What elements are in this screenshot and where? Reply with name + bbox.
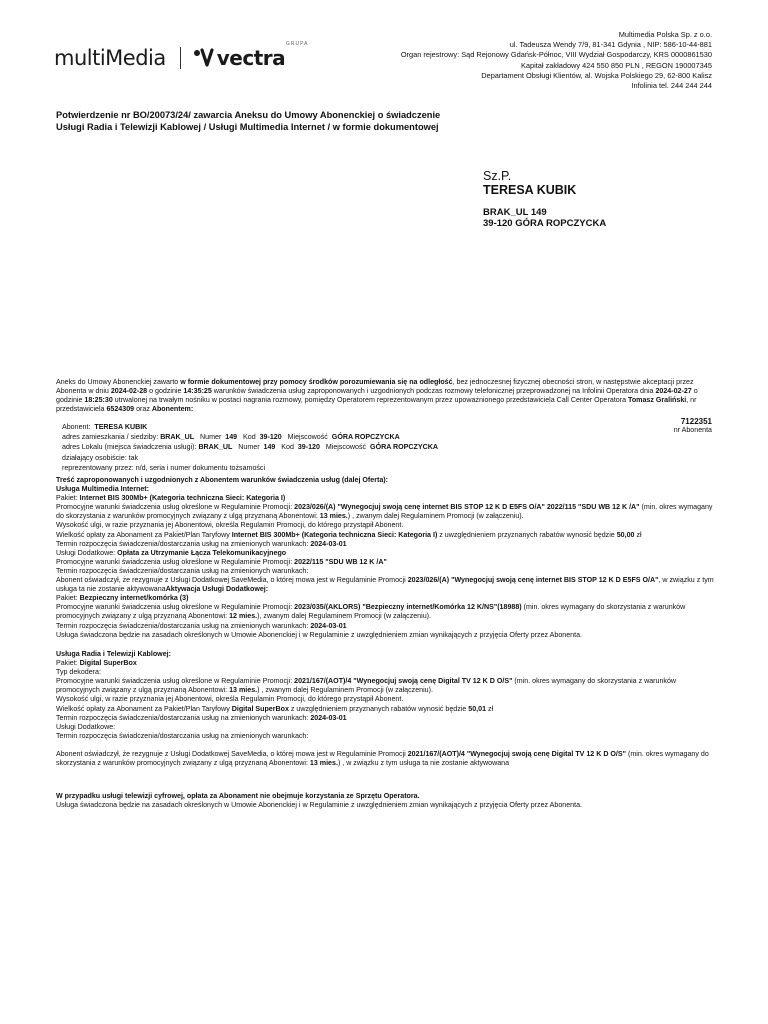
subscriber-name-row: Abonent: TERESA KUBIK	[62, 423, 148, 431]
subscriber-number-label: nr Abonenta	[673, 426, 712, 434]
company-line: Multimedia Polska Sp. z o.o.	[618, 30, 712, 39]
service-location-row: adres Lokalu (miejsca świadczenia usługi): BRAK_UL Numer 149 Kod 39-120 Miejscowość GÓRA ROPCZYCKA	[62, 443, 438, 452]
addressee-name: TERESA KUBIK	[483, 183, 577, 197]
addressee-city: 39-120 GÓRA ROPCZYCKA	[483, 218, 607, 229]
subscriber-number-block	[674, 418, 712, 434]
company-line: Departament Obsługi Klientów, al. Wojska Polskiego 29, 62-800 Kalisz	[481, 70, 712, 80]
company-line: ul. Tadeusza Wendy 7/9, 81-341 Gdynia , NIP: 586-10-44-881	[509, 40, 712, 50]
acting-personally-row: działający osobiście: tak	[62, 453, 139, 462]
vectra-mark-icon	[193, 48, 215, 68]
footer-note: W przypadku usługi telewizji cyfrowej, opłata za Abonament nie obejmuje korzystania ze Sprzętu Operatora. Usługa świadczona będzie na zasadach określonych w Umowie Abonenckiej i w Regulaminie z uwzględnieniem zmian wynikających z przyjęcia Oferty przez Abonenta.	[56, 792, 582, 810]
company-details	[401, 30, 712, 91]
logo-multimedia: multiMedia	[54, 46, 166, 70]
represented-by-row: reprezentowany przez: n/d, seria i numer dokumentu tożsamości	[62, 463, 266, 472]
addressee-street: BRAK_UL 149	[483, 207, 547, 218]
subscriber-number: 7122351	[680, 417, 712, 426]
internet-service-heading: Usługa Multimedia Internet:	[56, 485, 150, 494]
subscriber-details	[62, 422, 662, 473]
intro-paragraph: Aneks do Umowy Abonenckiej zawarto w formie dokumentowej przy pomocy środków porozumiewania się na odległość, bez jednoczesnej fizycznej obecności stron, w następstwie akceptacji przez Abonenta w dniu 2024-02-28 o godzinie 14:35:25 warunków świadczenia usług zaproponowanych i uzgodnionych podczas rozmowy telefonicznej przeprowadzonej na Infolinii Operatora dnia 2024-02-27 o godzinie 18:25:30 utrwalonej na trwałym nośniku w postaci nagrania rozmowy, pomiędzy Operatorem reprezentowanym przez upoważnionego przedstawiciela Call Center Operatora Tomasz Graliński, nr przedstawiciela 6524309 oraz Abonentem:	[56, 378, 698, 414]
company-line: Infolinia tel. 244 244 244	[631, 81, 712, 91]
company-line: Organ rejestrowy: Sąd Rejonowy Gdańsk-Północ, VIII Wydział Gospodarczy, KRS 0000861530	[400, 50, 712, 60]
offer-tv-section: Usługa Radia i Telewizji Kablowej: Pakiet: Digital SuperBox Typ dekodera: Promocyjne warunki świadczenia usług określone w Regulaminie Promocji: 2021/167/(AOT)/4 "Wynegocjuj swoją cenę Digital TV 12 K D O/S" (min. okres wymagany do skorzystania z warunków promocyjnych związany z ulgą przyznaną Abonentowi: 13 mies.) , zwanym dalej Regulaminem Promocji (w załączeniu). Wysokość ulgi, w razie przyznania jej Abonentowi, określa Regulamin Promocji, do którego przystąpił Abonent. Wielkość opłaty za Abonament za Pakiet/Plan Taryfowy Digital SuperBox z uwzględnieniem przyznanych rabatów wynosić będzie 50,01 zł Termin rozpoczęcia świadczenia/dostarczania usług na zmienionych warunkach: 2024-03-01 Usługi Dodatkowe: Termin rozpoczęcia świadczenia/dostarczania usług na zmienionych warunkach: Abonent oświadczył, że rezygnuje z Usługi Dodatkowej SaveMedia, o której mowa jest w Regulaminie Promocji 2021/167/(AOT)/4 "Wynegocjuj swoją cenę Digital TV 12 K D O/S" (min. okres wymagany do skorzystania z warunków promocyjnych związany z ulgą przyznaną Abonentowi: 13 mies.) , w związku z tym usługa ta nie zostanie aktywowana	[56, 650, 714, 768]
tv-service-heading: Usługa Radia i Telewizji Kablowej:	[56, 650, 171, 658]
logo-vectra: vectra	[216, 46, 286, 70]
document-title: Potwierdzenie nr BO/20073/24/ zawarcia Aneksu do Umowy Abonenckiej o świadczenie Usługi Radia i Telewizji Kablowej / Usługi Multimedia Internet / w formie dokumentowej	[56, 110, 441, 132]
subscriber-address-row: adres zamieszkania / siedziby: BRAK_UL Numer 149 Kod 39-120 Miejscowość GÓRA ROPCZYCKA	[62, 433, 400, 442]
logo-grupa-label: GRUPA	[286, 41, 309, 47]
logo-divider	[180, 47, 181, 69]
addressee-salutation: Sz.P.	[483, 169, 512, 183]
addressee-block	[483, 170, 606, 229]
offer-heading: Treść zaproponowanych i uzgodnionych z Abonentem warunków świadczenia usług (dalej Oferta):	[56, 476, 389, 484]
offer-internet-section: Treść zaproponowanych i uzgodnionych z Abonentem warunków świadczenia usług (dalej Oferta): Usługa Multimedia Internet: Pakiet: Internet BIS 300Mb+ (Kategoria techniczna Sieci: Kategoria I) Promocyjne warunki świadczenia usług określone w Regulaminie Promocji: 2023/026/(A) "Wynegocjuj swoją cenę internet BIS STOP 12 K D E5FS O/A" 2022/115 "SDU WB 12 K /A" (min. okres wymagany do skorzystania z warunków promocyjnych związany z ulgą przyznaną Abonentowi: 13 mies.) , zwanym dalej Regulaminem Promocji (w załączeniu). Wysokość ulgi, w razie przyznania jej Abonentowi, określa Regulamin Promocji, do którego przystąpił Abonent. Wielkość opłaty za Abonament za Pakiet/Plan Taryfowy Internet BIS 300Mb+ (Kategoria techniczna Sieci: Kategoria I) z uwzględnieniem przyznanych rabatów wynosić będzie 50,00 zł Termin rozpoczęcia świadczenia/dostarczania usług na zmienionych warunkach: 2024-03-01 Usługi Dodatkowe: Opłata za Utrzymanie Łącza Telekomunikacyjnego Promocyjne warunki świadczenia usług określone w Regulaminie Promocji: 2022/115 "SDU WB 12 K /A" Termin rozpoczęcia świadczenia/dostarczania usług na zmienionych warunkach: Abonent oświadczył, że rezygnuje z Usługi Dodatkowej SaveMedia, o której mowa jest w Regulaminie Promocji 2023/026/(A) "Wynegocjuj swoją cenę internet BIS STOP 12 K D E5FS O/A", w związku z tym usługa ta nie zostanie aktywowanaAktywacja Usługi Dodatkowej: Pakiet: Bezpieczny internet/komórka (3) Promocyjne warunki świadczenia usług określone w Regulaminie Promocji: 2023/035/(AKLORS) "Bezpieczny internet/Komórka 12 K/NS"(18988) (min. okres wymagany do skorzystania z warunków promocyjnych związany z ulgą przyznaną Abonentowi: 12 mies.), zwanym dalej Regulaminem Promocji (w załączeniu). Termin rozpoczęcia świadczenia/dostarczania usług na zmienionych warunkach: 2024-03-01 Usługa świadczona będzie na zasadach określonych w Umowie Abonenckiej i w Regulaminie z uwzględnieniem zmian wynikających z przyjęcia Oferty przez Abonenta.	[56, 476, 714, 639]
company-logo	[54, 38, 309, 78]
company-line: Kapitał zakładowy 424 550 850 PLN , REGON 190007345	[520, 60, 712, 70]
